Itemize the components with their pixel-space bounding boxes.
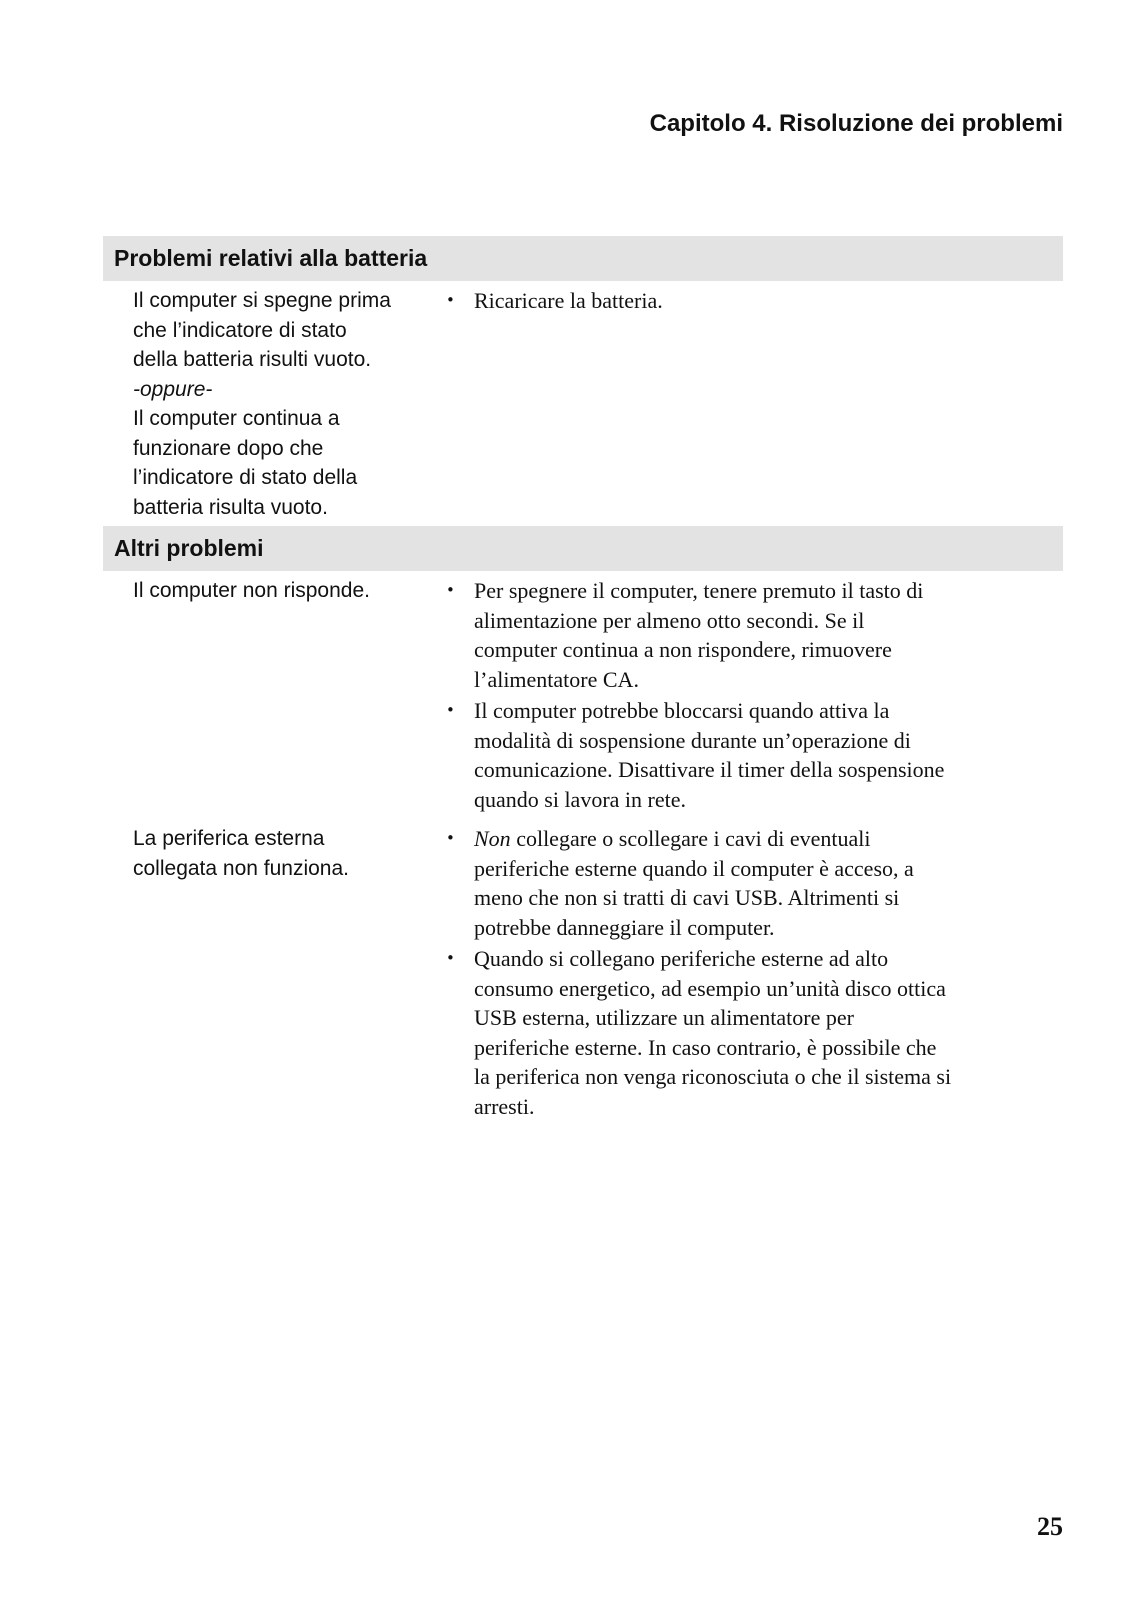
- problem-line: Il computer si spegne prima: [133, 289, 391, 312]
- problem-not-responding: [133, 576, 433, 606]
- emphasis-non: Non: [474, 826, 511, 851]
- problem-line: funzionare dopo che: [133, 436, 324, 460]
- section-title: Problemi relativi alla batteria: [114, 245, 428, 271]
- solution-text: [474, 944, 951, 1121]
- problem-line: che l’indicatore di stato: [133, 318, 347, 342]
- bullet-icon: •: [446, 581, 455, 599]
- problem-line: Il computer non risponde.: [133, 579, 370, 602]
- solution-line: computer continua a non rispondere, rimuovere: [474, 637, 892, 662]
- problem-line-or: -oppure-: [133, 377, 213, 401]
- solution-text: [474, 824, 914, 942]
- problem-battery-drain: [133, 286, 433, 522]
- solution-text: [474, 576, 923, 694]
- problem-line: l’indicatore di stato della: [133, 466, 358, 489]
- solution-bullet: [446, 696, 1066, 814]
- solution-line: Quando si collegano periferiche esterne ad alto: [474, 946, 889, 971]
- solution-line: collegare o scollegare i cavi di eventuali: [510, 826, 871, 851]
- solution-line: arresti.: [474, 1093, 535, 1119]
- solution-line: Per spegnere il computer, tenere premuto il tasto di: [474, 578, 924, 603]
- section-header-other: [103, 526, 1063, 571]
- solution-line: alimentazione per almeno otto secondi. Se il: [474, 607, 865, 633]
- solution-text: [474, 696, 944, 814]
- solution-line: quando si lavora in rete.: [474, 786, 686, 812]
- solution-text: [474, 286, 663, 316]
- problem-line: della batteria risulti vuoto.: [133, 348, 372, 371]
- solution-line: Il computer potrebbe bloccarsi quando attiva la: [474, 698, 890, 723]
- solution-battery-drain: [446, 286, 1066, 318]
- bullet-icon: •: [446, 291, 455, 309]
- solution-line: modalità di sospensione durante un’operazione di: [474, 727, 911, 753]
- bullet-icon: •: [446, 701, 455, 719]
- solution-line: meno che non si tratti di cavi USB. Altrimenti si: [474, 885, 900, 910]
- solution-line: potrebbe danneggiare il computer.: [474, 914, 775, 940]
- section-title: Altri problemi: [114, 535, 264, 561]
- solution-line: consumo energetico, ad esempio un’unità disco ottica: [474, 975, 946, 1001]
- solution-bullet: [446, 286, 1066, 316]
- solution-line: comunicazione. Disattivare il timer della sospensione: [474, 757, 945, 782]
- solution-line: la periferica non venga riconosciuta o che il sistema si: [474, 1064, 952, 1089]
- page-number: 25: [1037, 1512, 1063, 1541]
- problem-line: La periferica esterna: [133, 827, 325, 850]
- solution-bullet: [446, 944, 1066, 1121]
- bullet-icon: •: [446, 829, 455, 847]
- problem-external-device: [133, 824, 433, 883]
- problem-line: collegata non funziona.: [133, 856, 349, 880]
- problem-line: batteria risulta vuoto.: [133, 495, 328, 519]
- solution-external-device: [446, 824, 1066, 1123]
- bullet-icon: •: [446, 949, 455, 967]
- solution-line: Ricaricare la batteria.: [474, 288, 663, 313]
- solution-bullet: [446, 824, 1066, 942]
- chapter-title: Capitolo 4. Risoluzione dei problemi: [649, 110, 1063, 137]
- solution-line: USB esterna, utilizzare un alimentatore per: [474, 1005, 854, 1030]
- solution-not-responding: [446, 576, 1066, 816]
- solution-line: periferiche esterne quando il computer è acceso, a: [474, 855, 914, 881]
- solution-bullet: [446, 576, 1066, 694]
- problem-line: Il computer continua a: [133, 407, 340, 430]
- solution-line-first: [474, 824, 914, 854]
- solution-line: l’alimentatore CA.: [474, 666, 639, 692]
- solution-line: periferiche esterne. In caso contrario, è possibile che: [474, 1034, 937, 1060]
- section-header-battery: [103, 236, 1063, 281]
